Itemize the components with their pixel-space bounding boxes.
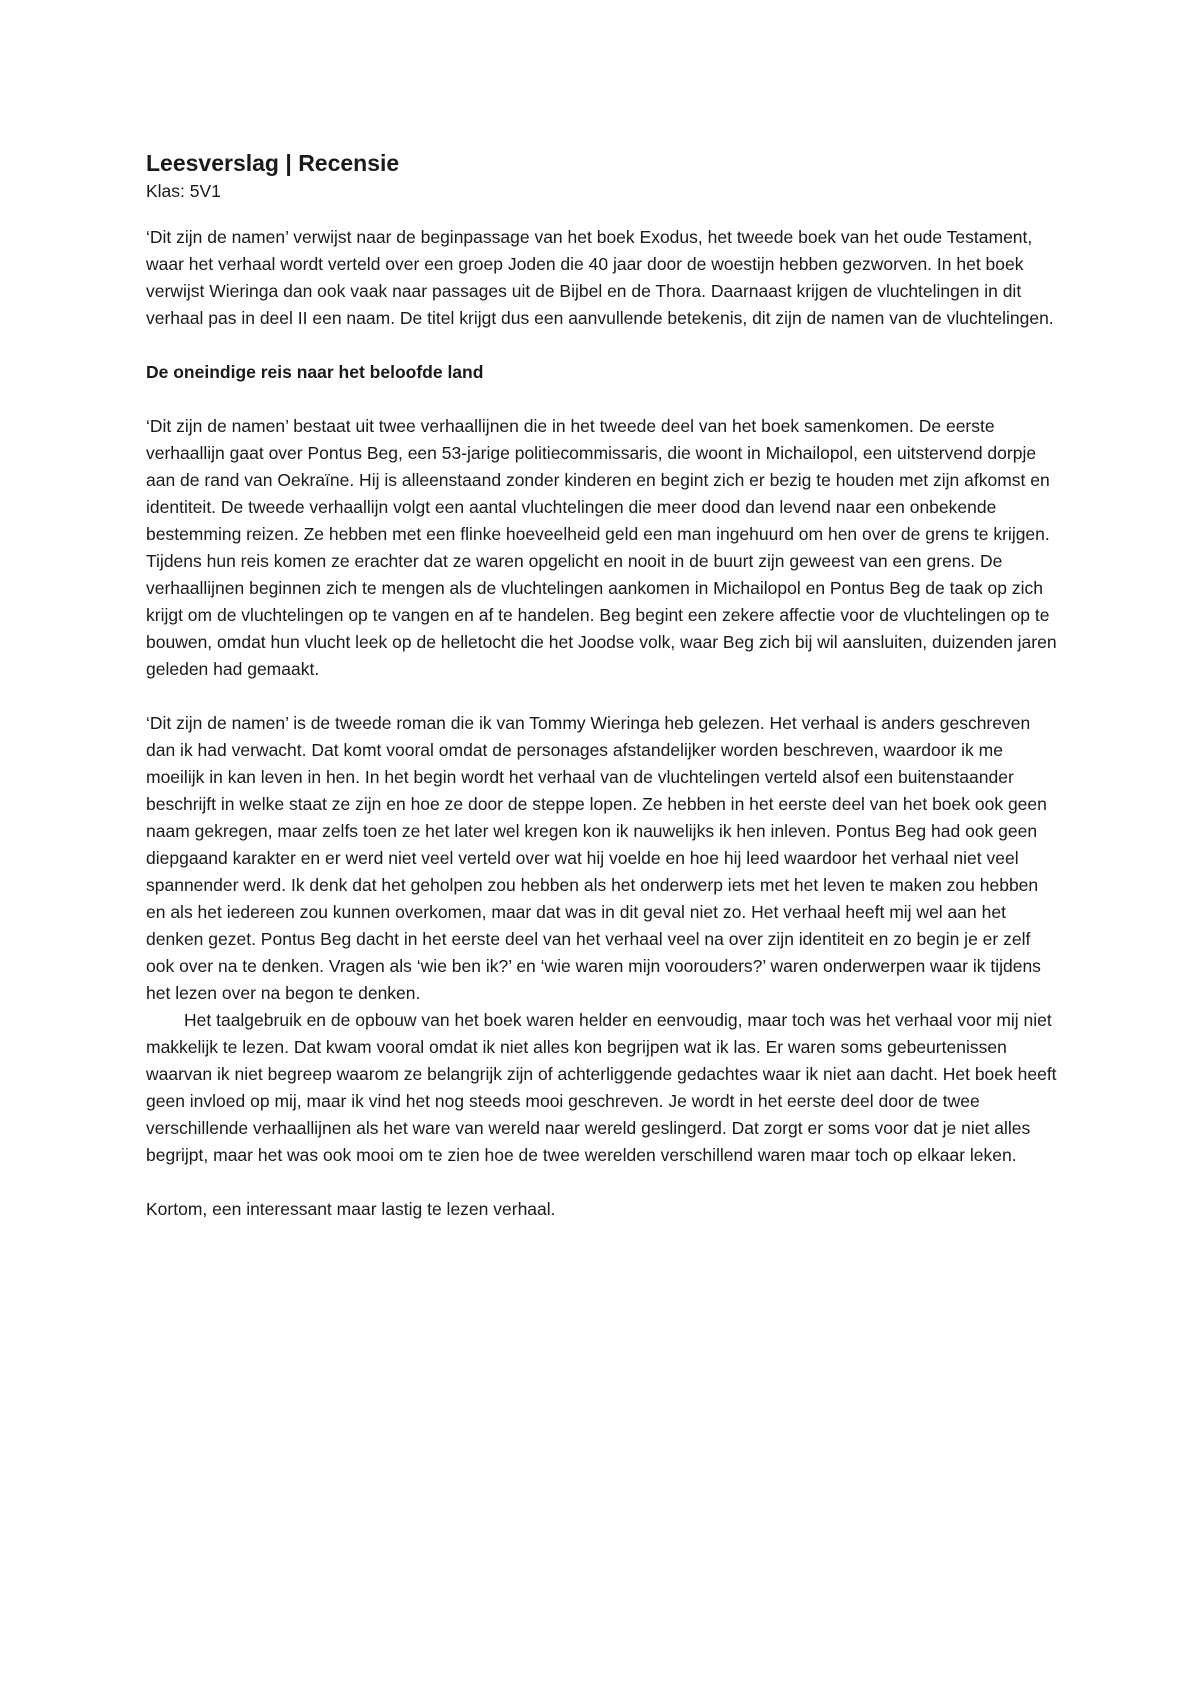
document-page xyxy=(146,148,1058,1250)
opinion-paragraph-2: Het taalgebruik en de opbouw van het boek waren helder en eenvoudig, maar toch was het verhaal voor mij niet makkelijk te lezen. Dat kwam vooral omdat ik niet alles kon begrijpen wat ik las. Er waren soms gebeurtenissen waarvan ik niet begreep waarom ze belangrijk zijn of achterliggende gedachtes waar ik niet aan dacht. Het boek heeft geen invloed op mij, maar ik vind het nog steeds mooi geschreven. Je wordt in het eerste deel door de twee verschillende verhaallijnen als het ware van wereld naar wereld geslingerd. Dat zorgt er soms voor dat je niet alles begrijpt, maar het was ook mooi om te zien hoe de twee werelden verschillend waren maar toch op elkaar leken. xyxy=(146,1010,1057,1165)
intro-paragraph: ‘Dit zijn de namen’ verwijst naar de beginpassage van het boek Exodus, het tweede boek van het oude Testament, waar het verhaal wordt verteld over een groep Joden die 40 jaar door de woestijn hebben gezworven. In het boek verwijst Wieringa dan ook vaak naar passages uit de Bijbel en de Thora. Daarnaast krijgen de vluchtelingen in dit verhaal pas in deel II een naam. De titel krijgt dus een aanvullende betekenis, dit zijn de namen van de vluchtelingen. xyxy=(146,227,1054,328)
summary-paragraph: ‘Dit zijn de namen’ bestaat uit twee verhaallijnen die in het tweede deel van het boek samenkomen. De eerste verhaallijn gaat over Pontus Beg, een 53-jarige politiecommissaris, die woont in Michailopol, een uitstervend dorpje aan de rand van Oekraïne. Hij is alleenstaand zonder kinderen en begint zich er bezig te houden met zijn afkomst en identiteit. De tweede verhaallijn volgt een aantal vluchtelingen die meer dood dan levend naar een onbekende bestemming reizen. Ze hebben met een flinke hoeveelheid geld een man ingehuurd om hen over de grens te krijgen. Tijdens hun reis komen ze erachter dat ze waren opgelicht en nooit in de buurt zijn geweest van een grens. De verhaallijnen beginnen zich te mengen als de vluchtelingen aankomen in Michailopol en Pontus Beg de taak op zich krijgt om de vluchtelingen op te vangen en af te handelen. Beg begint een zekere affectie voor de vluchtelingen op te bouwen, omdat hun vlucht leek op de helletocht die het Joodse volk, waar Beg zich bij wil aansluiten, duizenden jaren geleden had gemaakt. xyxy=(146,416,1057,679)
class-label: Klas: 5V1 xyxy=(146,181,221,201)
section-heading: De oneindige reis naar het beloofde land xyxy=(146,362,484,382)
document-title: Leesverslag | Recensie xyxy=(146,150,400,176)
conclusion-paragraph: Kortom, een interessant maar lastig te lezen verhaal. xyxy=(146,1199,556,1219)
opinion-paragraph-1: ‘Dit zijn de namen’ is de tweede roman die ik van Tommy Wieringa heb gelezen. Het verhaal is anders geschreven dan ik had verwacht. Dat komt vooral omdat de personages afstandelijker worden beschreven, waardoor ik me moeilijk in kan leven in hen. In het begin wordt het verhaal van de vluchtelingen verteld alsof een buitenstaander beschrijft in welke staat ze zijn en hoe ze door de steppe lopen. Ze hebben in het eerste deel van het boek ook geen naam gekregen, maar zelfs toen ze het later wel kregen kon ik nauwelijks ik hen inleven. Pontus Beg had ook geen diepgaand karakter en er werd niet veel verteld over wat hij voelde en hoe hij leed waardoor het verhaal niet veel spannender werd. Ik denk dat het geholpen zou hebben als het onderwerp iets met het leven te maken zou hebben en als het iedereen zou kunnen overkomen, maar dat was in dit geval niet zo. Het verhaal heeft mij wel aan het denken gezet. Pontus Beg dacht in het eerste deel van het verhaal veel na over zijn identiteit en zo begin je er zelf ook over na te denken. Vragen als ‘wie ben ik?’ en ‘wie waren mijn voorouders?’ waren onderwerpen waar ik tijdens het lezen over na begon te denken. xyxy=(146,713,1047,1003)
